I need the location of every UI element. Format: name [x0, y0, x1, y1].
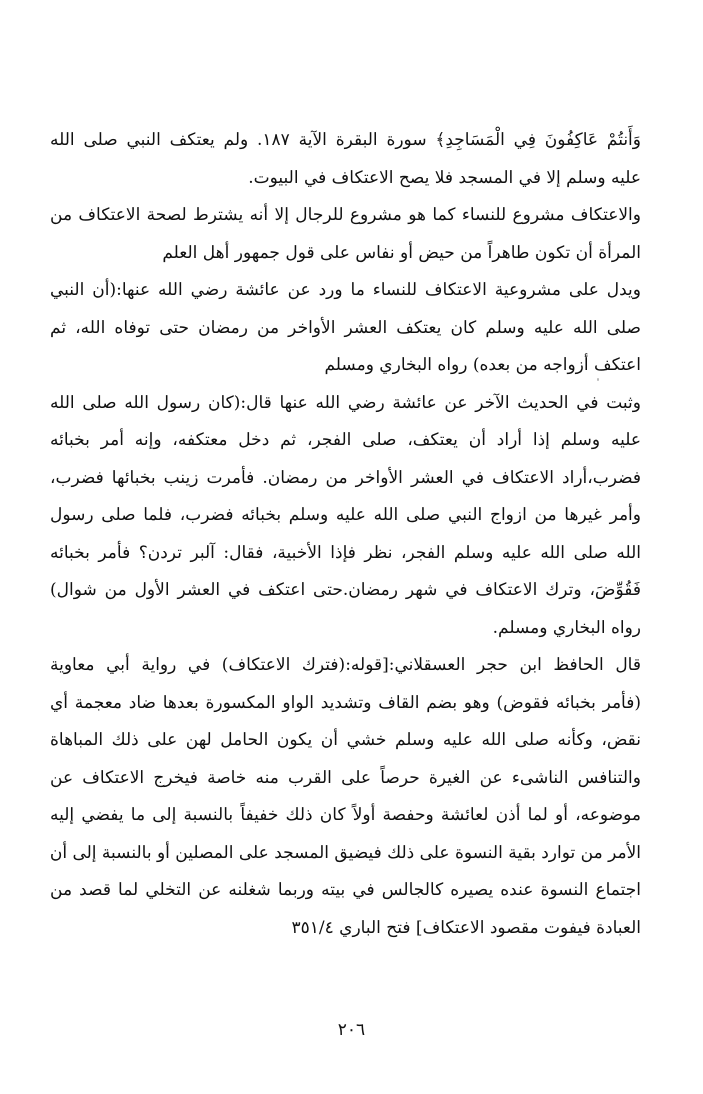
- text-line: والاعتكاف مشروع للنساء كما هو مشروع للرجال إلا أنه يشترط لصحة الاعتكاف من: [50, 205, 641, 225]
- text-line: عليه وسلم إذا أراد أن يعتكف، صلى الفجر، ثم دخل معتكفه، وإنه أمر بخبائه: [50, 430, 641, 450]
- text-line: فضرب،أراد الاعتكاف في العشر الأواخر من رمضان. فأمرت زينب بخبائها فضرب،: [50, 467, 641, 488]
- page-number: ٢٠٦: [337, 1020, 366, 1040]
- text-line: المرأة أن تكون طاهراً من حيض أو نفاس على قول جمهور أهل العلم: [162, 242, 641, 263]
- text-line: ويدل على مشروعية الاعتكاف للنساء ما ورد عن عائشة رضي الله عنها:(أن النبي: [50, 280, 641, 300]
- text-line: العبادة فيفوت مقصود الاعتكاف] فتح الباري ٣٥١/٤: [291, 917, 641, 938]
- text-line: اجتماع النسوة عنده يصيره كالجالس في بيته وربما شغلنه عن التخلي لما قصد من: [50, 880, 641, 900]
- text-line: اعتكف أزواجه من بعده) رواه البخاري ومسلم: [324, 355, 641, 375]
- text-line: الله صلى الله عليه وسلم الفجر، نظر فإذا الأخبية، فقال: آلبر تردن؟ فأمر بخبائه: [50, 542, 641, 563]
- text-line: فَقُوِّضَ، وترك الاعتكاف في شهر رمضان.حتى اعتكف في العشر الأول من شوال): [50, 580, 641, 600]
- text-line: والتنافس الناشىء عن الغيرة حرصاً على القرب منه خاصة فيخرج الاعتكاف عن: [50, 767, 641, 788]
- text-line: وثبت في الحديث الآخر عن عائشة رضي الله عنها قال:(كان رسول الله صلى الله: [50, 392, 641, 413]
- text-line: وأمر غيرها من ازواج النبي صلى الله عليه وسلم بخبائه فضرب، فلما صلى رسول: [50, 505, 641, 525]
- scan-speck: [597, 378, 599, 381]
- text-line: قال الحافظ ابن حجر العسقلاني:[قوله:(فترك الاعتكاف) في رواية أبي معاوية: [50, 655, 641, 675]
- text-line: (فأمر بخبائه فقوض) وهو بضم القاف وتشديد الواو المكسورة بعدها ضاد معجمة أي: [50, 692, 641, 713]
- body-text: [50, 122, 641, 947]
- text-line: صلى الله عليه وسلم كان يعتكف العشر الأواخر من رمضان حتى توفاه الله، ثم: [50, 317, 641, 338]
- text-line: وَأَنتُمْ عَاكِفُونَ فِي الْمَسَاجِدِ﴾ سورة البقرة الآية ١٨٧. ولم يعتكف النبي صلى الله: [50, 130, 641, 150]
- text-line: الأمر من توارد بقية النسوة على ذلك فيضيق المسجد على المصلين أو بالنسبة إلى أن: [50, 842, 641, 863]
- text-line: موضوعه، أو لما أذن لعائشة وحفصة أولاً كان ذلك خفيفاً بالنسبة إلى ما يفضي إليه: [50, 805, 641, 825]
- text-line: عليه وسلم إلا في المسجد فلا يصح الاعتكاف في البيوت.: [248, 167, 641, 188]
- text-line: رواه البخاري ومسلم.: [492, 617, 641, 638]
- text-line: نقض، وكأنه صلى الله عليه وسلم خشي أن يكون الحامل لهن على ذلك المباهاة: [50, 730, 641, 750]
